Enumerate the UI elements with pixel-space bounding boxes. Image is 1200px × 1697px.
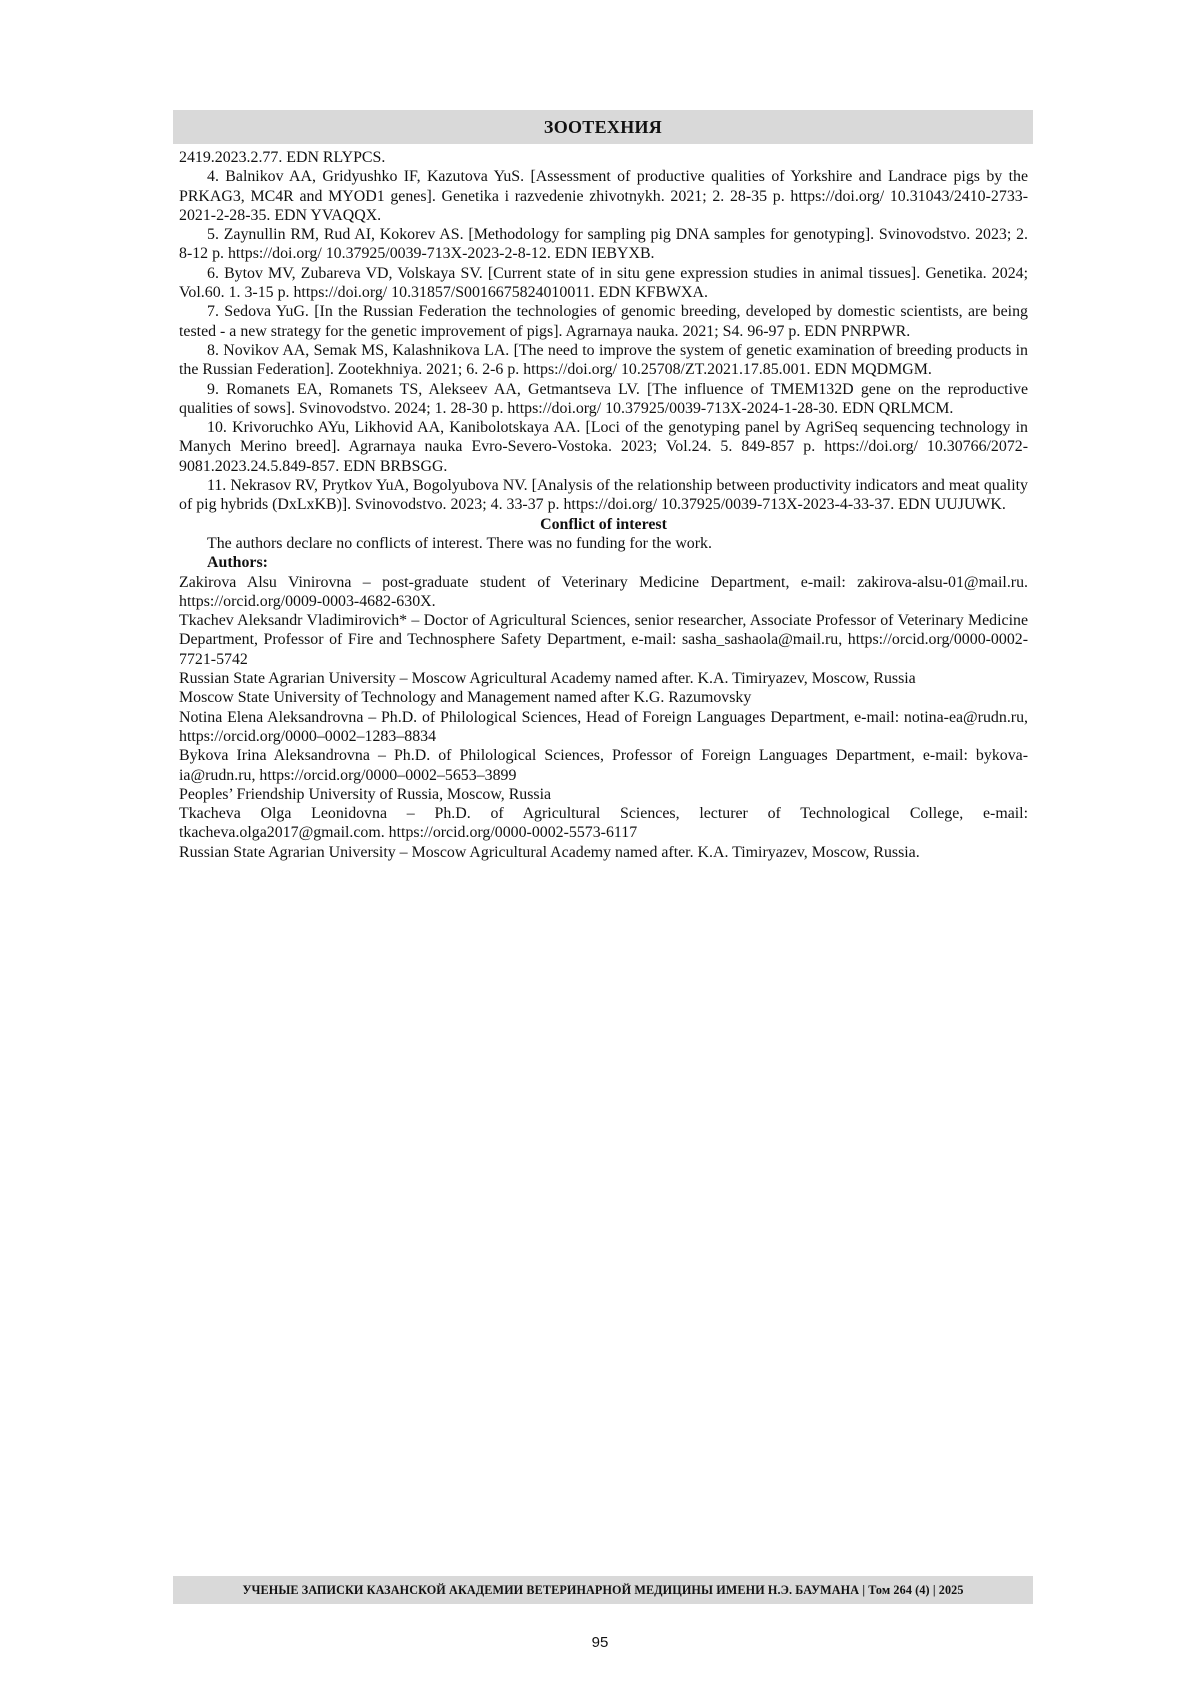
authors-heading: Authors:	[207, 554, 268, 572]
affiliation-line: Russian State Agrarian University – Moscow Agricultural Academy named after. K.A. Timiryazev, Moscow, Russia.	[179, 843, 920, 861]
author-line: Tkachev Aleksandr Vladimirovich* – Doctor of Agricultural Sciences, senior researcher, Associate Professor of Veterinary Medicine Department, Professor of Fire and Technosphere Safety Department, e-mail: sasha_sashaola@mail.ru, https://orcid.org/0000-0002-7721-5742	[179, 612, 1028, 668]
conflict-heading: Conflict of interest	[540, 515, 667, 533]
author-line: Tkacheva Olga Leonidovna – Ph.D. of Agricultural Sciences, lecturer of Technological College, e-mail: tkacheva.olga2017@gmail.com. https://orcid.org/0000-0002-5573-6117	[179, 805, 1028, 842]
reference-item: 8. Novikov AA, Semak MS, Kalashnikova LA. [The need to improve the system of genetic examination of breeding products in the Russian Federation]. Zootekhniya. 2021; 6. 2-6 p. https://doi.org/ 10.25708/ZT.2021.17.85.001. EDN MQDMGM.	[179, 341, 1028, 379]
author-line: Notina Elena Aleksandrovna – Ph.D. of Philological Sciences, Head of Foreign Languages Department, e-mail: notina-ea@rudn.ru, https://orcid.org/0000–0002–1283–8834	[179, 708, 1028, 745]
reference-item: 9. Romanets EA, Romanets TS, Alekseev AA, Getmantseva LV. [The influence of TMEM132D gene on the reproductive qualities of sows]. Svinovodstvo. 2024; 1. 28-30 p. https://doi.org/ 10.37925/0039-713X-2024-1-28-30. EDN QRLMCM.	[179, 380, 1028, 417]
page-number: 95	[591, 1634, 609, 1651]
conflict-text: The authors declare no conflicts of interest. There was no funding for the work.	[207, 534, 712, 552]
journal-title: УЧЕНЫЕ ЗАПИСКИ КАЗАНСКОЙ АКАДЕМИИ ВЕТЕРИНАРНОЙ МЕДИЦИНЫ ИМЕНИ Н.Э. БАУМАНА | Том 264 (4) | 2025	[242, 1582, 964, 1597]
author-line: Zakirova Alsu Vinirovna – post-graduate student of Veterinary Medicine Department, e-mail: zakirova-alsu-01@mail.ru. https://orcid.org/0009-0003-4682-630X.	[179, 573, 1028, 610]
reference-item: 10. Krivoruchko AYu, Likhovid AA, Kanibolotskaya AA. [Loci of the genotyping panel by AgriSeq sequencing technology in Manych Merino breed]. Agrarnaya nauka Evro-Severo-Vostoka. 2023; Vol.24. 5. 849-857 p. https://doi.org/ 10.30766/2072-9081.2023.24.5.849-857. EDN BRBSGG.	[179, 419, 1028, 475]
author-line: Bykova Irina Aleksandrovna – Ph.D. of Philological Sciences, Professor of Foreign Languages Department, e-mail: bykova-ia@rudn.ru, https://orcid.org/0000–0002–5653–3899	[179, 747, 1028, 784]
reference-item: 11. Nekrasov RV, Prytkov YuA, Bogolyubova NV. [Analysis of the relationship between productivity indicators and meat quality of pig hybrids (DxLxKB)]. Svinovodstvo. 2023; 4. 33-37 p. https://doi.org/ 10.37925/0039-713X-2023-4-33-37. EDN UUJUWK.	[179, 477, 1028, 514]
page-body	[179, 148, 1028, 862]
affiliation-line: Russian State Agrarian University – Moscow Agricultural Academy named after. K.A. Timiryazev, Moscow, Russia	[179, 670, 916, 688]
journal-footer	[173, 1576, 1033, 1604]
section-title: ЗООТЕХНИЯ	[543, 116, 663, 137]
reference-item: 4. Balnikov AA, Gridyushko IF, Kazutova YuS. [Assessment of productive qualities of Yorkshire and Landrace pigs by the PRKAG3, MC4R and MYOD1 genes]. Genetika i razvedenie zhivotnykh. 2021; 2. 28-35 p. https://doi.org/ 10.31043/2410-2733-2021-2-28-35. EDN YVAQQX.	[179, 168, 1028, 224]
reference-item: 6. Bytov MV, Zubareva VD, Volskaya SV. [Current state of in situ gene expression studies in animal tissues]. Genetika. 2024; Vol.60. 1. 3-15 p. https://doi.org/ 10.31857/S0016675824010011. EDN KFBWXA.	[179, 264, 1028, 302]
affiliation-line: Peoples’ Friendship University of Russia, Moscow, Russia	[179, 785, 552, 803]
reference-continuation: 2419.2023.2.77. EDN RLYPCS.	[179, 149, 386, 166]
reference-item: 5. Zaynullin RM, Rud AI, Kokorev AS. [Methodology for sampling pig DNA samples for genotyping]. Svinovodstvo. 2023; 2. 8-12 p. https://doi.org/ 10.37925/0039-713X-2023-2-8-12. EDN IEBYXB.	[179, 226, 1028, 263]
section-header	[173, 110, 1033, 144]
reference-item: 7. Sedova YuG. [In the Russian Federation the technologies of genomic breeding, developed by domestic scientists, are being tested - a new strategy for the genetic improvement of pigs]. Agrarnaya nauka. 2021; S4. 96-97 p. EDN PNRPWR.	[179, 303, 1028, 340]
affiliation-line: Moscow State University of Technology and Management named after K.G. Razumovsky	[179, 689, 752, 707]
